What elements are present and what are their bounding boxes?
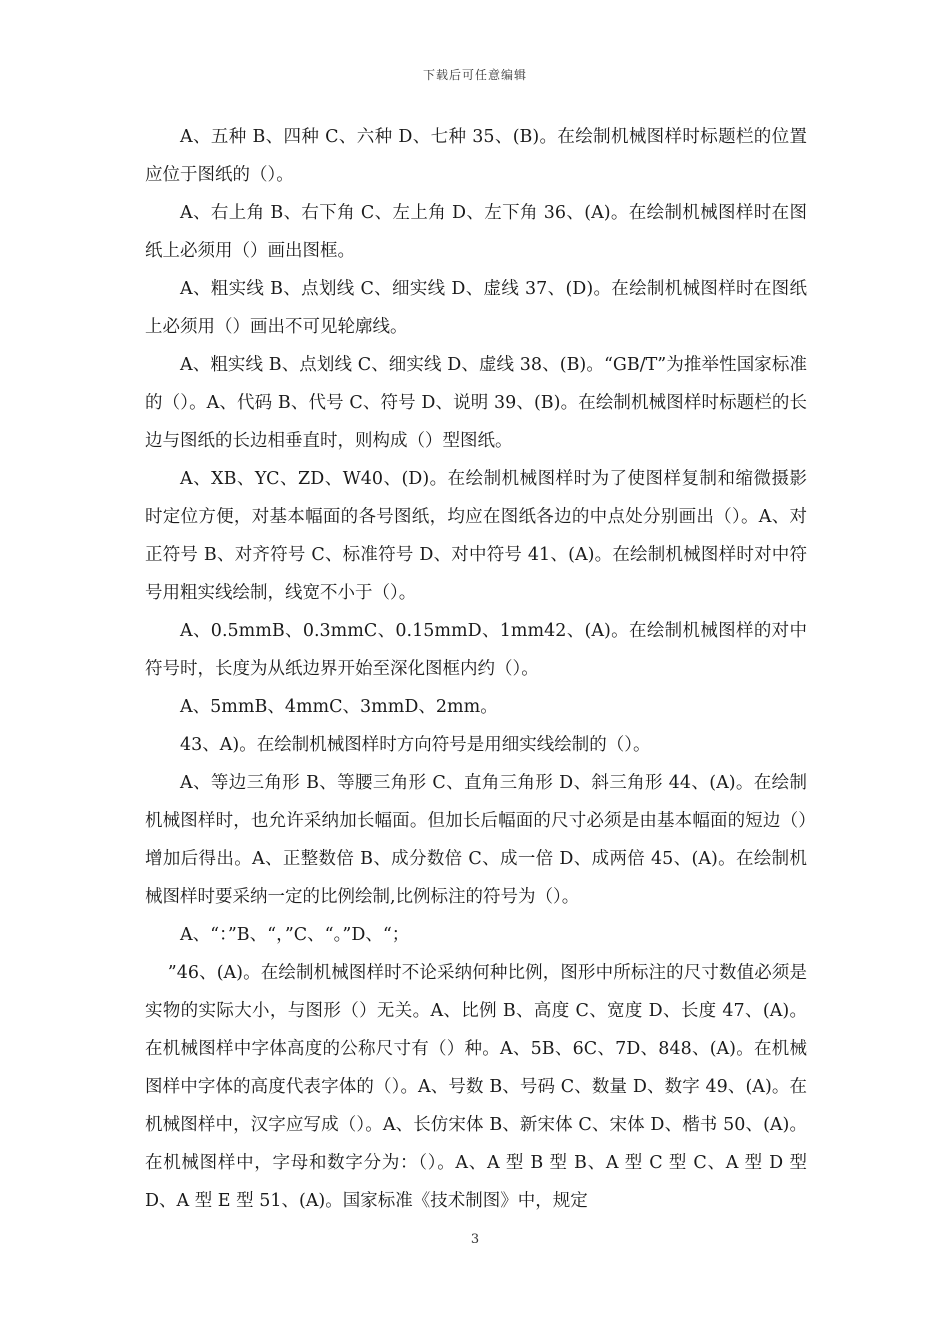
page-header: 下载后可任意编辑 <box>422 68 527 82</box>
paragraph: A、0.5mmB、0.3mmC、0.15mmD、1mm42、(A)。在绘制机械图样的对中符号时，长度为从纸边界开始至深化图框内约（）。 <box>145 621 807 679</box>
paragraph: A、五种 B、四种 C、六种 D、七种 35、(B)。在绘制机械图样时标题栏的位置应位于图纸的（）。 <box>145 127 807 185</box>
paragraph: A、右上角 B、右下角 C、左上角 D、左下角 36、(A)。在绘制机械图样时在图纸上必须用（）画出图框。 <box>145 203 807 261</box>
paragraph: A、等边三角形 B、等腰三角形 C、直角三角形 D、斜三角形 44、(A)。在绘制机械图样时，也允许采纳加长幅面。但加长后幅面的尺寸必须是由基本幅面的短边（）增加后得出。A、正整数倍 B、成分数倍 C、成一倍 D、成两倍 45、(A)。在绘制机械图样时要采纳一定的比例绘制,比例标注的符号为（）。 <box>145 773 807 907</box>
paragraph: ”46、(A)。在绘制机械图样时不论采纳何种比例，图形中所标注的尺寸数值必须是实物的实际大小，与图形（）无关。A、比例 B、高度 C、宽度 D、长度 47、(A)。在机械图样中字体高度的公称尺寸有（）种。A、5B、6C、7D、848、(A)。在机械图样中字体的高度代表字体的（）。A、号数 B、号码 C、数量 D、数字 49、(A)。在机械图样中，汉字应写成（）。A、长仿宋体 B、新宋体 C、宋体 D、楷书 50、(A)。在机械图样中，字母和数字分为：（）。A、A 型 B 型 B、A 型 C 型 C、A 型 D 型 D、A 型 E 型 51、(A)。国家标准《技术制图》中，规定 <box>145 963 807 1211</box>
paragraph: A、XB、YC、ZD、W40、(D)。在绘制机械图样时为了使图样复制和缩微摄影时定位方便，对基本幅面的各号图纸，均应在图纸各边的中点处分别画出（）。A、对正符号 B、对齐符号 C、标准符号 D、对中符号 41、(A)。在绘制机械图样时对中符号用粗实线绘制，线宽不小于（）。 <box>145 469 807 603</box>
paragraph: A、5mmB、4mmC、3mmD、2mm。 <box>180 697 498 717</box>
paragraph: A、“：”B、“，”C、“。”D、“； <box>180 925 410 945</box>
paragraph: A、粗实线 B、点划线 C、细实线 D、虚线 37、(D)。在绘制机械图样时在图纸上必须用（）画出不可见轮廓线。 <box>145 279 807 337</box>
paragraph: 43、A)。在绘制机械图样时方向符号是用细实线绘制的（）。 <box>180 735 651 755</box>
page-number: 3 <box>470 1232 480 1247</box>
paragraph: A、粗实线 B、点划线 C、细实线 D、虚线 38、(B)。“GB/T”为推举性国家标准的（）。A、代码 B、代号 C、符号 D、说明 39、(B)。在绘制机械图样时标题栏的长边与图纸的长边相垂直时，则构成（）型图纸。 <box>145 355 807 451</box>
document-body <box>145 118 807 1220</box>
